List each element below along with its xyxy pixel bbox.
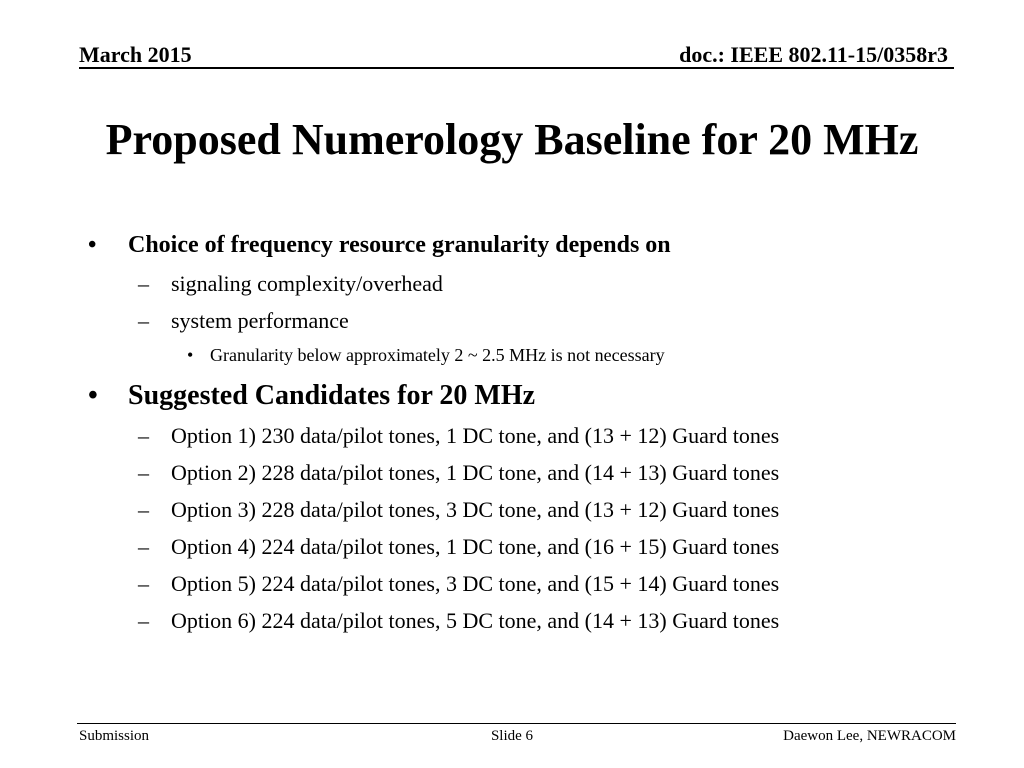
footer-author: Daewon Lee, NEWRACOM (783, 728, 956, 744)
dash-mark: – (138, 534, 149, 559)
bullet-mark: • (88, 380, 98, 411)
bullet-text: Choice of frequency resource granularity depends on (128, 232, 671, 258)
dash-mark: – (138, 271, 149, 296)
footer-submission: Submission (79, 728, 150, 744)
footer-slide-number: Slide 6 (490, 728, 534, 744)
option-text: Option 5) 224 data/pilot tones, 3 DC tone, and (15 + 14) Guard tones (171, 571, 780, 596)
sub-bullet-text: system performance (171, 308, 349, 333)
option-text: Option 6) 224 data/pilot tones, 5 DC tone, and (14 + 13) Guard tones (171, 608, 780, 633)
footer-divider (77, 723, 956, 724)
dash-mark: – (138, 571, 149, 596)
option-text: Option 3) 228 data/pilot tones, 3 DC tone, and (13 + 12) Guard tones (171, 497, 780, 522)
option-text: Option 2) 228 data/pilot tones, 1 DC tone, and (14 + 13) Guard tones (171, 460, 780, 485)
slide-title: Proposed Numerology Baseline for 20 MHz (105, 115, 919, 164)
dash-mark: – (138, 308, 149, 333)
bullet-mark: • (187, 345, 194, 365)
dash-mark: – (138, 460, 149, 485)
header-date: March 2015 (79, 42, 192, 67)
dash-mark: – (138, 497, 149, 522)
dash-mark: – (138, 423, 149, 448)
option-text: Option 1) 230 data/pilot tones, 1 DC tone, and (13 + 12) Guard tones (171, 423, 780, 448)
bullet-text: Suggested Candidates for 20 MHz (128, 380, 536, 411)
header-doc-id: doc.: IEEE 802.11-15/0358r3 (679, 42, 948, 67)
option-text: Option 4) 224 data/pilot tones, 1 DC tone, and (16 + 15) Guard tones (171, 534, 780, 559)
sub-bullet-text: signaling complexity/overhead (171, 271, 443, 296)
dash-mark: – (138, 608, 149, 633)
bullet-mark: • (88, 232, 97, 258)
note-text: Granularity below approximately 2 ~ 2.5 MHz is not necessary (210, 345, 665, 365)
